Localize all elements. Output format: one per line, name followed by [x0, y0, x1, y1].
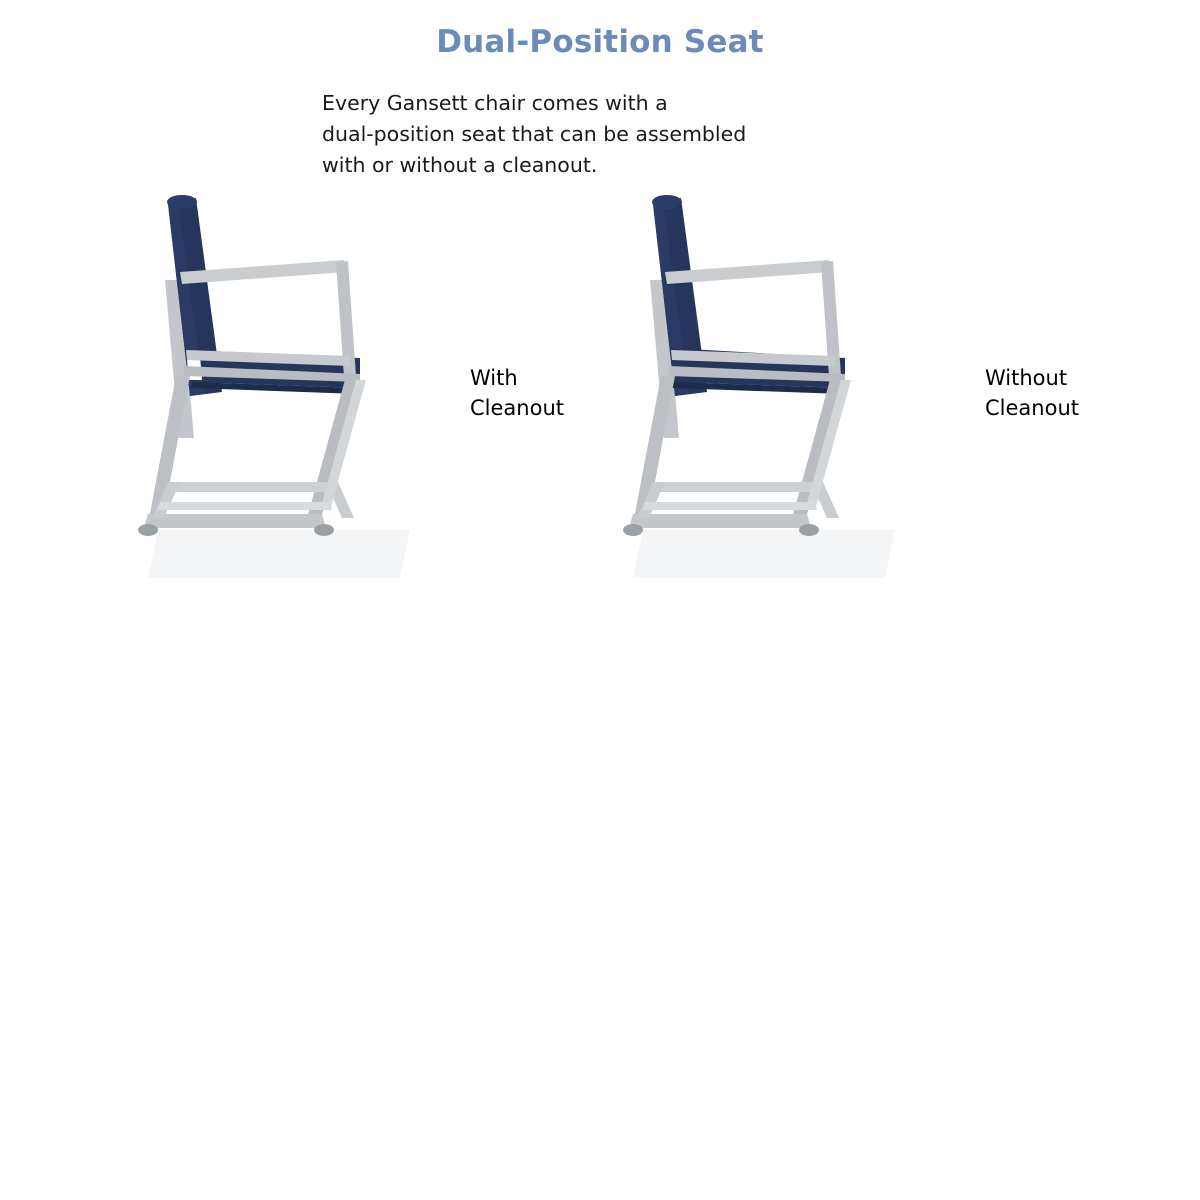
figure-without-cleanout: [545, 180, 1105, 610]
far-side-runner: [643, 502, 817, 510]
armrest-top-rail: [665, 260, 831, 284]
lower-stretcher: [168, 482, 336, 492]
backrest-top-cap: [167, 195, 197, 209]
chair-with-cleanout-illustration: [60, 180, 530, 600]
backrest-top-cap: [652, 195, 682, 209]
caption-line-1: Without: [985, 366, 1068, 390]
sled-runner: [144, 514, 326, 528]
page-title: Dual-Position Seat: [436, 24, 764, 60]
armrest-top-rail: [180, 260, 346, 284]
figure-with-cleanout: [60, 180, 620, 610]
lower-stretcher: [653, 482, 821, 492]
description-block: [322, 88, 922, 181]
caption-line-2: Cleanout: [470, 396, 564, 421]
foot-glide-rear: [138, 524, 158, 536]
floor-shadow: [633, 530, 895, 578]
far-side-runner: [158, 502, 332, 510]
caption-without-cleanout: [985, 363, 1079, 424]
floor-shadow: [148, 530, 410, 578]
caption-line-2: Cleanout: [985, 396, 1079, 421]
description-line-3: with or without a cleanout.: [322, 153, 598, 178]
description-line-1: Every Gansett chair comes with a: [322, 91, 668, 115]
caption-line-1: With: [470, 366, 518, 390]
foot-glide-front: [799, 524, 819, 536]
foot-glide-rear: [623, 524, 643, 536]
chair-without-cleanout-illustration: [545, 180, 1015, 600]
description-line-2: dual-position seat that can be assembled: [322, 122, 747, 147]
sled-runner: [629, 514, 811, 528]
foot-glide-front: [314, 524, 334, 536]
